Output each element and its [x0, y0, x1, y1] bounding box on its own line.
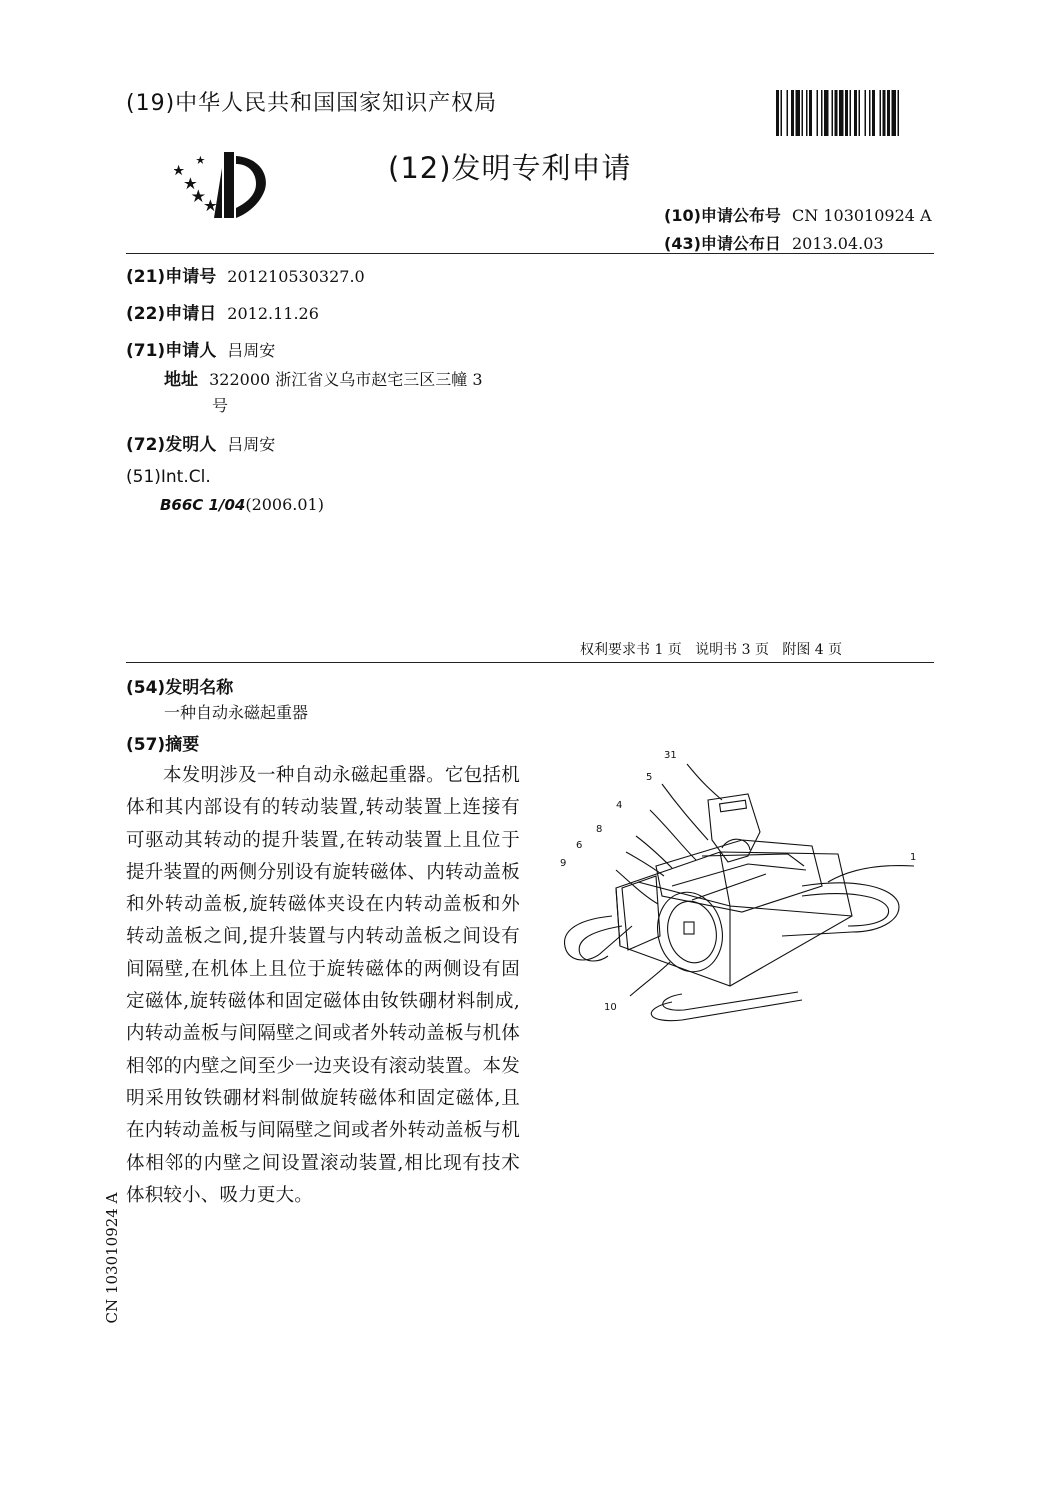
figure-label: 4	[616, 800, 623, 811]
figure-label: 10	[604, 1002, 617, 1013]
barcode	[776, 90, 936, 136]
address	[164, 365, 483, 390]
abstract-text: 本发明涉及一种自动永磁起重器。它包括机体和其内部设有的转动装置,转动装置上连接有可驱动其转动的提升装置,在转动装置上且位于提升装置的两侧分别设有旋转磁体、内转动盖板和外转动盖板,旋转磁体夹设在内转动盖板和外转动盖板之间,提升装置与内转动盖板之间设有间隔壁,在机体上且位于旋转磁体的两侧设有固定磁体,旋转磁体和固定磁体由钕铁硼材料制成,内转动盖板与间隔壁之间或者外转动盖板与机体相邻的内壁之间至少一边夹设有滚动装置。本发明采用钕铁硼材料制做旋转磁体和固定磁体,且在内转动盖板与间隔壁之间或者外转动盖板与机体相邻的内壁之间设置滚动装置,相比现有技术体积较小、吸力更大。	[126, 765, 520, 1206]
applicant	[126, 336, 275, 361]
publication-number-value: CN 103010924 A	[792, 206, 932, 225]
document-type: (12)发明专利申请	[388, 151, 632, 185]
filing-date-label: (22)申请日	[126, 304, 217, 324]
filing-date-value: 2012.11.26	[227, 304, 319, 323]
figure-label: 5	[646, 772, 653, 783]
publication-date-value: 2013.04.03	[792, 234, 884, 253]
inventor	[126, 430, 275, 455]
invention-title-label: (54)发明名称	[126, 678, 234, 698]
int-cl-code: B66C 1/04	[160, 496, 246, 514]
applicant-value: 吕周安	[227, 341, 276, 360]
side-publication-number: CN 103010924 A	[103, 1192, 121, 1324]
address-line1: 322000 浙江省义乌市赵宅三区三幢 3	[209, 370, 483, 389]
invention-title: 一种自动永磁起重器	[164, 703, 309, 722]
abstract-body	[126, 760, 520, 1212]
publication-number-label: (10)申请公布号	[664, 206, 781, 225]
applicant-label: (71)申请人	[126, 341, 217, 361]
page-counts: 权利要求书 1 页 说明书 3 页 附图 4 页	[580, 642, 843, 658]
representative-drawing	[552, 736, 922, 1026]
filing-date	[126, 299, 319, 324]
cnipa-logo-icon	[174, 148, 272, 222]
figure-label: 31	[664, 750, 677, 761]
application-number-label: (21)申请号	[126, 267, 217, 287]
figure-label: 8	[596, 824, 603, 835]
abstract-label: (57)摘要	[126, 735, 200, 755]
publication-date-label: (43)申请公布日	[664, 234, 781, 253]
publication-number	[664, 203, 932, 226]
figure-label: 9	[560, 858, 567, 869]
application-number-value: 201210530327.0	[227, 267, 365, 286]
int-cl-classification	[160, 495, 324, 514]
application-number	[126, 262, 365, 287]
header-divider	[126, 253, 934, 254]
inventor-value: 吕周安	[227, 435, 276, 454]
office-name: (19)中华人民共和国国家知识产权局	[126, 91, 498, 116]
int-cl-version: (2006.01)	[245, 495, 324, 514]
figure-label: 1	[910, 852, 917, 863]
address-line2: 号	[212, 396, 229, 415]
int-cl-label: (51)Int.Cl.	[126, 467, 211, 487]
address-label: 地址	[164, 370, 198, 390]
figure-label: 6	[576, 840, 583, 851]
publication-date	[664, 231, 884, 254]
inventor-label: (72)发明人	[126, 435, 217, 455]
counts-divider	[126, 662, 934, 663]
